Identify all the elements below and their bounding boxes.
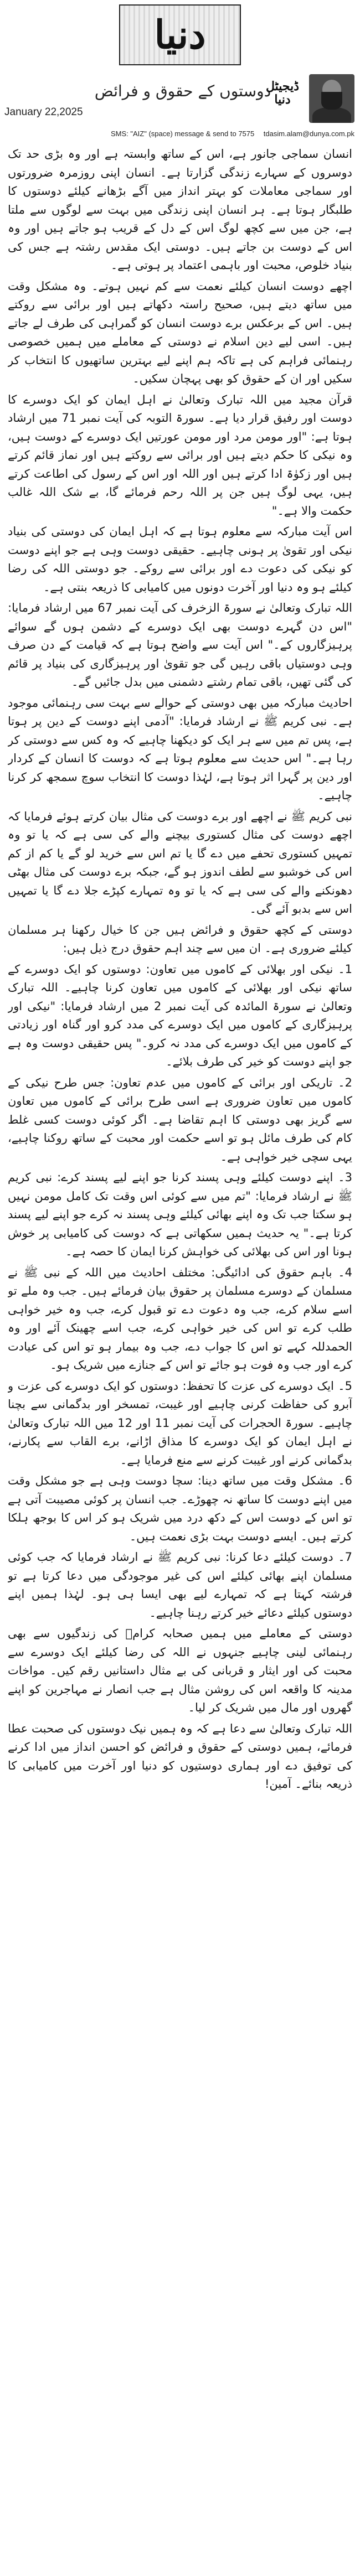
publish-date: January 22,2025 [4, 106, 83, 118]
author-email: tdasim.alam@dunya.com.pk [263, 130, 354, 138]
author-portrait [309, 74, 354, 123]
logo-text: دنیا [154, 12, 206, 58]
sms-info: SMS: "AIZ" (space) message & send to 7575 [111, 130, 255, 138]
paragraph: دوستی کے کچھ حقوق و فرائض ہیں جن کا خیال رکھنا ہر مسلمان کیلئے ضروری ہے۔ ان میں سے چند اہم حقوق درج ذیل ہیں: [8, 923, 352, 955]
paragraph: انسان سماجی جانور ہے، اس کے ساتھ وابستہ ہے اور وہ بڑی حد تک دوسروں کے سہارے زندگی گزارتا ہے۔ انسان اپنی روزمرہ ضرورتوں اور سماجی معاملات کو بہتر انداز میں آگے بڑھانے کیلئے دوستوں کا طلبگار ہوتا ہے۔ ہر انسان اپنی زندگی میں بہت سے لوگوں سے ملتا ہے، جن میں سے کچھ لوگ اس کے دل کے قریب ہو جاتے ہیں اور وہ اس کے دوست بن جاتے ہیں۔ دوستی ایک مقدس رشتہ ہے جس کی بنیاد خلوص، محبت اور باہمی اعتماد پر ہوتی ہے۔ [8, 147, 352, 272]
masthead [0, 0, 360, 138]
paragraph: احادیث مبارکہ میں بھی دوستی کے حوالے سے بہت سی رہنمائی موجود ہے۔ نبی کریم ﷺ نے ارشاد فرمایا: "آدمی اپنے دوست کے دین پر ہوتا ہے، پس تم میں سے ہر ایک کو دیکھنا چاہیے کہ وہ کس سے دوستی کر رہا ہے۔" اس حدیث سے معلوم ہوتا ہے کہ دوست کا انسان کے کردار اور دین پر گہرا اثر ہوتا ہے، لہٰذا دوست کا انتخاب سوچ سمجھ کر کرنا چاہیے۔ [8, 696, 352, 802]
paragraph: 4۔ باہم حقوق کی ادائیگی: مختلف احادیث میں اللہ کے نبی ﷺ نے مسلمان کے دوسرے مسلمان پر حقوق بیان فرمائے ہیں۔ جب وہ ملے تو اسے سلام کرے، جب وہ دعوت دے تو قبول کرے، جب وہ خیر خواہی طلب کرے تو اس کی خیر خواہی کرے، جب اسے چھینک آئے اور وہ الحمدللہ کہے تو اس کا جواب دے، جب وہ بیمار ہو تو اس کی عیادت کرے اور جب وہ فوت ہو جائے تو اس کے جنازے میں شریک ہو۔ [8, 1265, 352, 1372]
paragraph: 6۔ مشکل وقت میں ساتھ دینا: سچا دوست وہی ہے جو مشکل وقت میں اپنے دوست کا ساتھ نہ چھوڑے۔ جب انسان پر کوئی مصیبت آتی ہے تو اس کے دوست اس کے دکھ درد میں شریک ہو کر اس کا بوجھ ہلکا کرتے ہیں۔ ایسے دوست بہت بڑی نعمت ہیں۔ [8, 1474, 352, 1543]
portrait-beard [321, 92, 342, 110]
paragraph: اس آیت مبارکہ سے معلوم ہوتا ہے کہ اہل ایمان کی دوستی کی بنیاد نیکی اور تقویٰ پر ہونی چاہیے۔ حقیقی دوست وہی ہے جو اپنے دوست کو نیکی کی دعوت دے اور برائی سے روکے۔ جو دوستی اللہ کی رضا کیلئے ہو وہ دنیا اور آخرت دونوں میں کامیابی کا ذریعہ بنتی ہے۔ [8, 525, 352, 594]
paragraph: 2۔ تاریکی اور برائی کے کاموں میں عدم تعاون: جس طرح نیکی کے کاموں میں تعاون ضروری ہے اسی طرح برائی کے کاموں میں تعاون سے گریز بھی دوستی کا اہم تقاضا ہے۔ اگر کوئی دوست کسی غلط کام کی طرف مائل ہو تو اسے حکمت اور محبت کے ساتھ روکنا چاہیے، یہی سچی خیر خواہی ہے۔ [8, 1075, 352, 1163]
newspaper-logo [119, 4, 241, 65]
brand-label: ڈیجیٹل دنیا [265, 79, 300, 107]
paragraph: اللہ تبارک وتعالیٰ نے سورۃ الزخرف کی آیت نمبر 67 میں ارشاد فرمایا: "اس دن گہرے دوست بھی ایک دوسرے کے دشمن ہوں گے سوائے پرہیزگاروں کے۔" اس آیت سے واضح ہوتا ہے کہ قیامت کے دن صرف وہی دوستیاں باقی رہیں گی جو تقویٰ اور پرہیزگاری کی بنیاد پر قائم کی گئی تھیں، باقی تمام رشتے دشمنی میں بدل جائیں گے۔ [8, 601, 352, 689]
paragraph: 5۔ ایک دوسرے کی عزت کا تحفظ: دوستوں کو ایک دوسرے کی عزت و آبرو کی حفاظت کرنی چاہیے اور غیبت، تمسخر اور بدگمانی سے بچنا چاہیے۔ سورۃ الحجرات کی آیت نمبر 11 اور 12 میں اللہ تبارک وتعالیٰ نے اہل ایمان کو ایک دوسرے کا مذاق اڑانے، برے القاب سے پکارنے، بدگمانی کرنے اور غیبت کرنے سے منع فرمایا ہے۔ [8, 1379, 352, 1467]
paragraph: اچھے دوست انسان کیلئے نعمت سے کم نہیں ہوتے۔ وہ مشکل وقت میں ساتھ دیتے ہیں، صحیح راستہ دکھاتے ہیں اور برائی سے روکتے ہیں۔ اس کے برعکس برے دوست انسان کو گمراہی کی طرف لے جاتے ہیں۔ اسی لیے دین اسلام نے دوستی کے معاملے میں ہمیں خصوصی رہنمائی فراہم کی ہے تاکہ ہم اپنے لیے بہترین ساتھیوں کا انتخاب کر سکیں اور ان کے حقوق کو بھی پہچان سکیں۔ [8, 279, 352, 385]
paragraph: دوستی کے معاملے میں ہمیں صحابہ کرامؓ کی زندگیوں سے بھی رہنمائی لینی چاہیے جنہوں نے اللہ کی رضا کیلئے ایک دوسرے سے محبت کی اور ایثار و قربانی کی بے مثال داستانیں رقم کیں۔ مواخات مدینہ کا واقعہ اس کی روشن مثال ہے جب انصار نے مہاجرین کو اپنے گھروں اور مال میں شریک کر لیا۔ [8, 1627, 352, 1714]
paragraph: اللہ تبارک وتعالیٰ سے دعا ہے کہ وہ ہمیں نیک دوستوں کی صحبت عطا فرمائے، ہمیں دوستی کے حقوق و فرائض کو احسن انداز میں ادا کرنے کی توفیق دے اور ہماری دوستیوں کو دنیا اور آخرت میں کامیابی کا ذریعہ بنائے۔ آمین! [8, 1721, 352, 1791]
paragraph: قرآن مجید میں اللہ تبارک وتعالیٰ نے اہل ایمان کو ایک دوسرے کا دوست اور رفیق قرار دیا ہے۔ سورۃ التوبہ کی آیت نمبر 71 میں ارشاد ہوتا ہے: "اور مومن مرد اور مومن عورتیں ایک دوسرے کے دوست ہیں، وہ نیکی کا حکم دیتے ہیں اور برائی سے روکتے ہیں اور نماز قائم کرتے ہیں اور زکوٰۃ ادا کرتے ہیں اور اللہ اور اس کے رسول کی اطاعت کرتے ہیں، یہی لوگ ہیں جن پر اللہ رحم فرمائے گا، بے شک اللہ غالب حکمت والا ہے۔" [8, 392, 352, 518]
article-body [8, 145, 352, 2569]
column-title: دوستوں کے حقوق و فرائض [94, 82, 271, 100]
paragraph: 1۔ نیکی اور بھلائی کے کاموں میں تعاون: دوستوں کو ایک دوسرے کے ساتھ نیکی اور بھلائی کے کاموں میں تعاون کرنا چاہیے۔ اللہ تبارک وتعالیٰ نے سورۃ المائدہ کی آیت نمبر 2 میں ارشاد فرمایا: "نیکی اور پرہیزگاری کے کاموں میں ایک دوسرے کی مدد کرو اور گناہ اور زیادتی کے کاموں میں ایک دوسرے کی مدد نہ کرو۔" پس حقیقی دوست وہ ہے جو اپنے دوست کو خیر کی طرف بلائے۔ [8, 962, 352, 1068]
portrait-body [312, 107, 351, 123]
contact-strip [0, 127, 360, 142]
paragraph: 3۔ اپنے دوست کیلئے وہی پسند کرنا جو اپنے لیے پسند کرے: نبی کریم ﷺ نے ارشاد فرمایا: "تم میں سے کوئی اس وقت تک کامل مومن نہیں ہو سکتا جب تک وہ اپنے بھائی کیلئے وہی پسند نہ کرے جو اپنے لیے پسند کرتا ہے۔" یہ حدیث ہمیں سکھاتی ہے کہ دوست کی کامیابی پر خوش ہونا اور اس کی بھلائی کی خواہش کرنا ایمان کا حصہ ہے۔ [8, 1171, 352, 1258]
paragraph: نبی کریم ﷺ نے اچھے اور برے دوست کی مثال بیان کرتے ہوئے فرمایا کہ اچھے دوست کی مثال کستوری بیچنے والے کی سی ہے کہ یا تو وہ تمہیں کستوری تحفے میں دے گا یا تم اس سے خرید لو گے یا کم از کم اس کی خوشبو سے لطف اندوز ہو گے، جبکہ برے دوست کی مثال بھٹی دھونکنے والے کی سی ہے کہ یا تو وہ تمہارے کپڑے جلا دے گا یا تمہیں اس سے بدبو آئے گی۔ [8, 809, 352, 915]
column-header [0, 77, 360, 126]
paragraph: 7۔ دوست کیلئے دعا کرنا: نبی کریم ﷺ نے ارشاد فرمایا کہ جب کوئی مسلمان اپنے بھائی کیلئے اس کی غیر موجودگی میں دعا کرتا ہے تو فرشتہ کہتا ہے کہ تمہارے لیے بھی ایسا ہی ہو۔ لہٰذا ہمیں اپنے دوستوں کیلئے دعائے خیر کرتے رہنا چاہیے۔ [8, 1550, 352, 1620]
